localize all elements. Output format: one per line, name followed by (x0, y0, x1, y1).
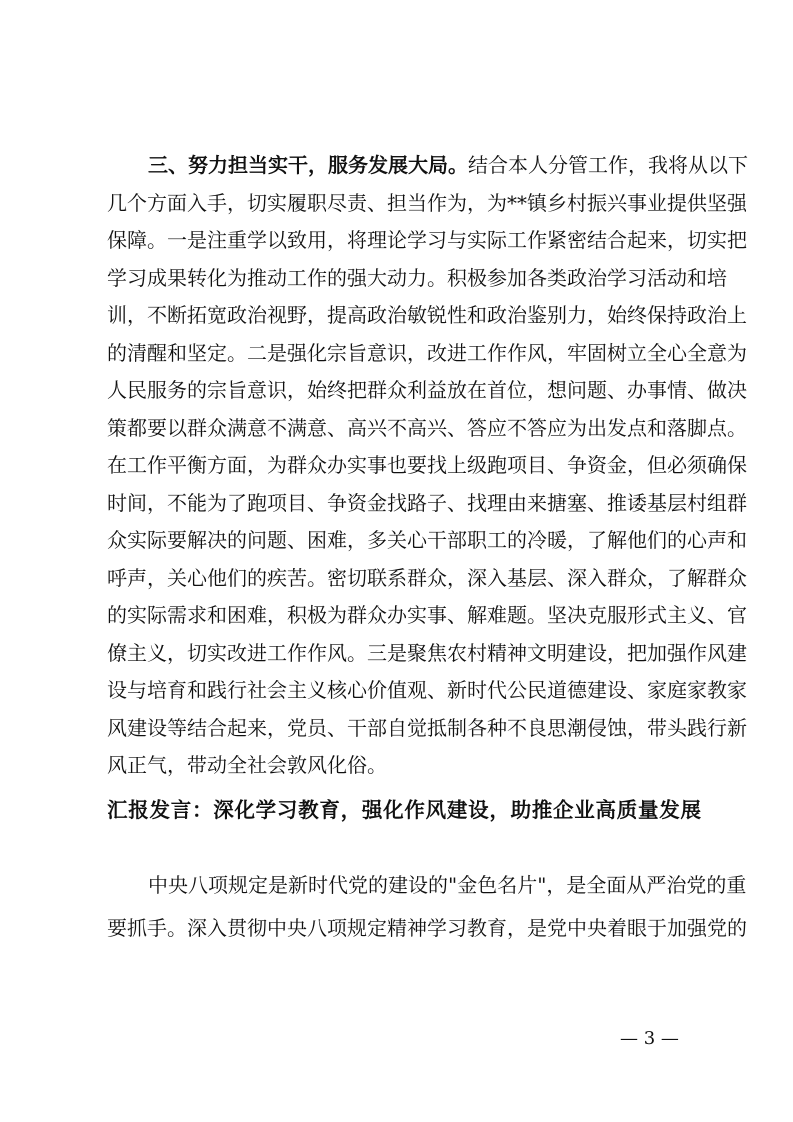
paragraph-line: 风建设等结合起来，党员、干部自觉抵制各种不良思潮侵蚀，带头践行新 (107, 715, 747, 740)
paragraph-line: 众实际要解决的问题、困难，多关心干部职工的冷暖，了解他们的心声和 (107, 528, 747, 552)
page-number: — 3 — (620, 1028, 679, 1049)
paragraph-line: 设与培育和践行社会主义核心价值观、新时代公民道德建设、家庭家教家 (107, 678, 747, 702)
paragraph-line: 人民服务的宗旨意识，始终把群众利益放在首位，想问题、办事情、做决 (107, 378, 747, 402)
section-lead-bold: 三、努力担当实干，服务发展大局。 (148, 153, 468, 177)
paragraph-line: 时间，不能为了跑项目、争资金找路子、找理由来搪塞、推诿基层村组群 (107, 490, 747, 515)
speech-heading: 汇报发言：深化学习教育，强化作风建设，助推企业高质量发展 (107, 798, 701, 822)
paragraph-line: 训，不断拓宽政治视野，提高政治敏锐性和政治鉴别力，始终保持政治上 (107, 303, 747, 327)
paragraph-line (148, 152, 748, 178)
paragraph-line: 几个方面入手，切实履职尽责、担当作为，为**镇乡村振兴事业提供坚强 (107, 190, 747, 215)
paragraph-line: 在工作平衡方面，为群众办实事也要找上级跑项目、争资金，但必须确保 (107, 453, 747, 477)
paragraph-line: 风正气，带动全社会敦风化俗。 (107, 753, 387, 777)
paragraph-line: 学习成果转化为推动工作的强大动力。积极参加各类政治学习活动和培 (107, 265, 727, 290)
paragraph-line: 的清醒和坚定。二是强化宗旨意识，改进工作作风，牢固树立全心全意为 (107, 340, 747, 365)
paragraph-line: 策都要以群众满意不满意、高兴不高兴、答应不答应为出发点和落脚点。 (107, 415, 747, 440)
paragraph-line: 呼声，关心他们的疾苦。密切联系群众，深入基层、深入群众，了解群众 (107, 565, 747, 590)
paragraph-line: 保障。一是注重学以致用，将理论学习与实际工作紧密结合起来，切实把 (107, 228, 747, 252)
paragraph-line-text: 结合本人分管工作，我将从以下 (468, 153, 748, 177)
paragraph-line: 要抓手。深入贯彻中央八项规定精神学习教育，是党中央着眼于加强党的 (107, 916, 747, 940)
paragraph-line: 中央八项规定是新时代党的建设的"金色名片"，是全面从严治党的重 (148, 873, 747, 897)
paragraph-line: 的实际需求和困难，积极为群众办实事、解难题。坚决克服形式主义、官 (107, 603, 747, 627)
paragraph-line: 僚主义，切实改进工作作风。三是聚焦农村精神文明建设，把加强作风建 (107, 640, 747, 665)
